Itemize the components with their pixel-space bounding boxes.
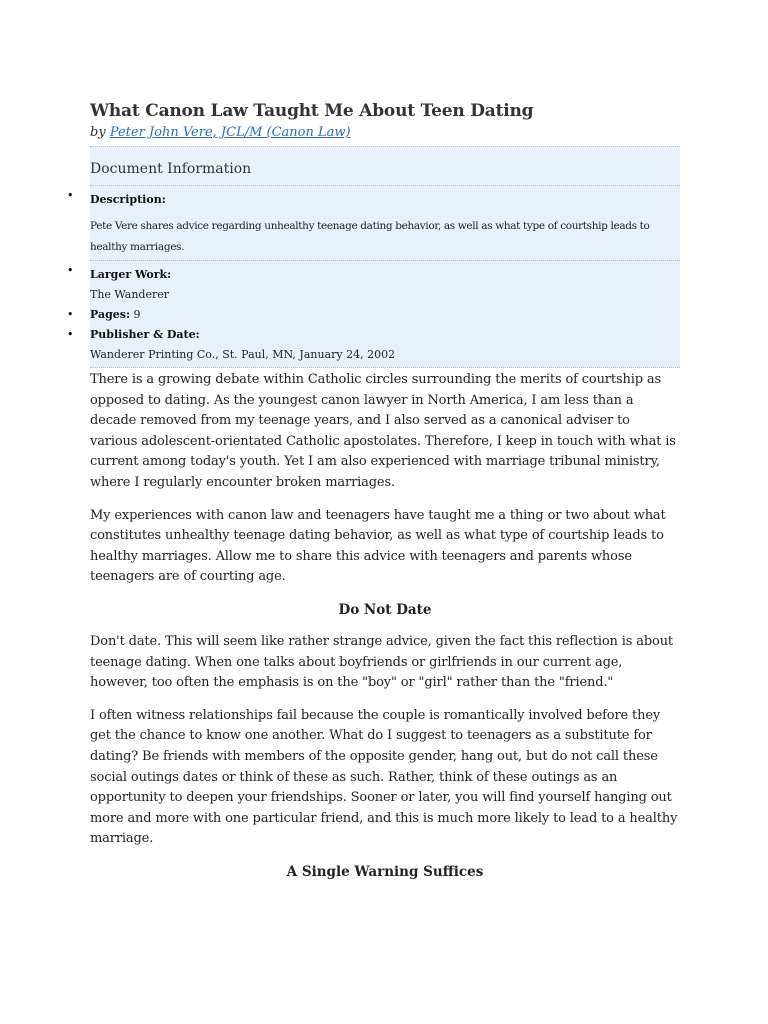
section-heading-single-warning: A Single Warning Suffices (286, 863, 484, 880)
bullet-icon: • (67, 189, 74, 202)
larger-work-label: Larger Work: (90, 268, 172, 281)
document-info-heading: Document Information (90, 147, 680, 186)
byline-prefix: by (90, 125, 106, 140)
publisher-label: Publisher & Date: (90, 328, 200, 341)
larger-work-item (67, 261, 680, 285)
document-info-box (67, 146, 680, 368)
pages-label: Pages: (90, 308, 131, 321)
paragraph-3: Don't date. This will seem like rather strange advice, given the fact this reflection is about teenage dating. When one talks about boyfriends or girlfriends in our current age, however, too often the emphasis is on the "boy" or "girl" rather than the "friend." (90, 633, 673, 691)
description-label: Description: (90, 193, 166, 206)
publisher-value: Wanderer Printing Co., St. Paul, MN, January 24, 2002 (90, 345, 680, 368)
pages-value: 9 (133, 308, 141, 321)
bullet-icon: • (67, 264, 74, 277)
paragraph-1: There is a growing debate within Catholic circles surrounding the merits of courtship as opposed to dating. As the youngest canon lawyer in North America, I am less than a decade removed from my teenage years, and I also served as a canonical adviser to various adolescent-orientated Catholic apostolates. Therefore, I keep in touch with what is current among today's youth. Yet I am also experienced with marriage tribunal ministry, where I regularly encounter broken marriages. (90, 372, 676, 490)
article (67, 98, 680, 894)
bullet-icon: • (67, 328, 74, 341)
paragraph-2: My experiences with canon law and teenagers have taught me a thing or two about what constitutes unhealthy teenage dating behavior, as well as what type of courtship leads to healthy marriages. Allow me to share this advice with teenagers and parents whose teenagers are of courting age. (90, 507, 666, 585)
page-title: What Canon Law Taught Me About Teen Dating (90, 101, 534, 121)
bullet-icon: • (67, 308, 74, 321)
description-item (67, 186, 680, 210)
larger-work-value: The Wanderer (90, 288, 169, 301)
description-value: Pete Vere shares advice regarding unhealthy teenage dating behavior, as well as what type of courtship leads to healthy marriages. (90, 210, 680, 261)
publisher-item (67, 325, 680, 345)
paragraph-4: I often witness relationships fail because the couple is romantically involved before they get the chance to know one another. What do I suggest to teenagers as a substitute for dating? Be friends with members of the opposite gender, hang out, but do not call these social outings dates or think of these as such. Rather, think of these outings as an opportunity to deepen your friendships. Sooner or later, you will find yourself hanging out more and more with one particular friend, and this is much more likely to lead to a healthy marriage. (90, 707, 678, 847)
pages-item (67, 305, 680, 325)
byline (90, 124, 680, 142)
section-heading-do-not-date: Do Not Date (338, 601, 432, 618)
author-link[interactable]: Peter John Vere, JCL/M (Canon Law) (109, 125, 351, 140)
